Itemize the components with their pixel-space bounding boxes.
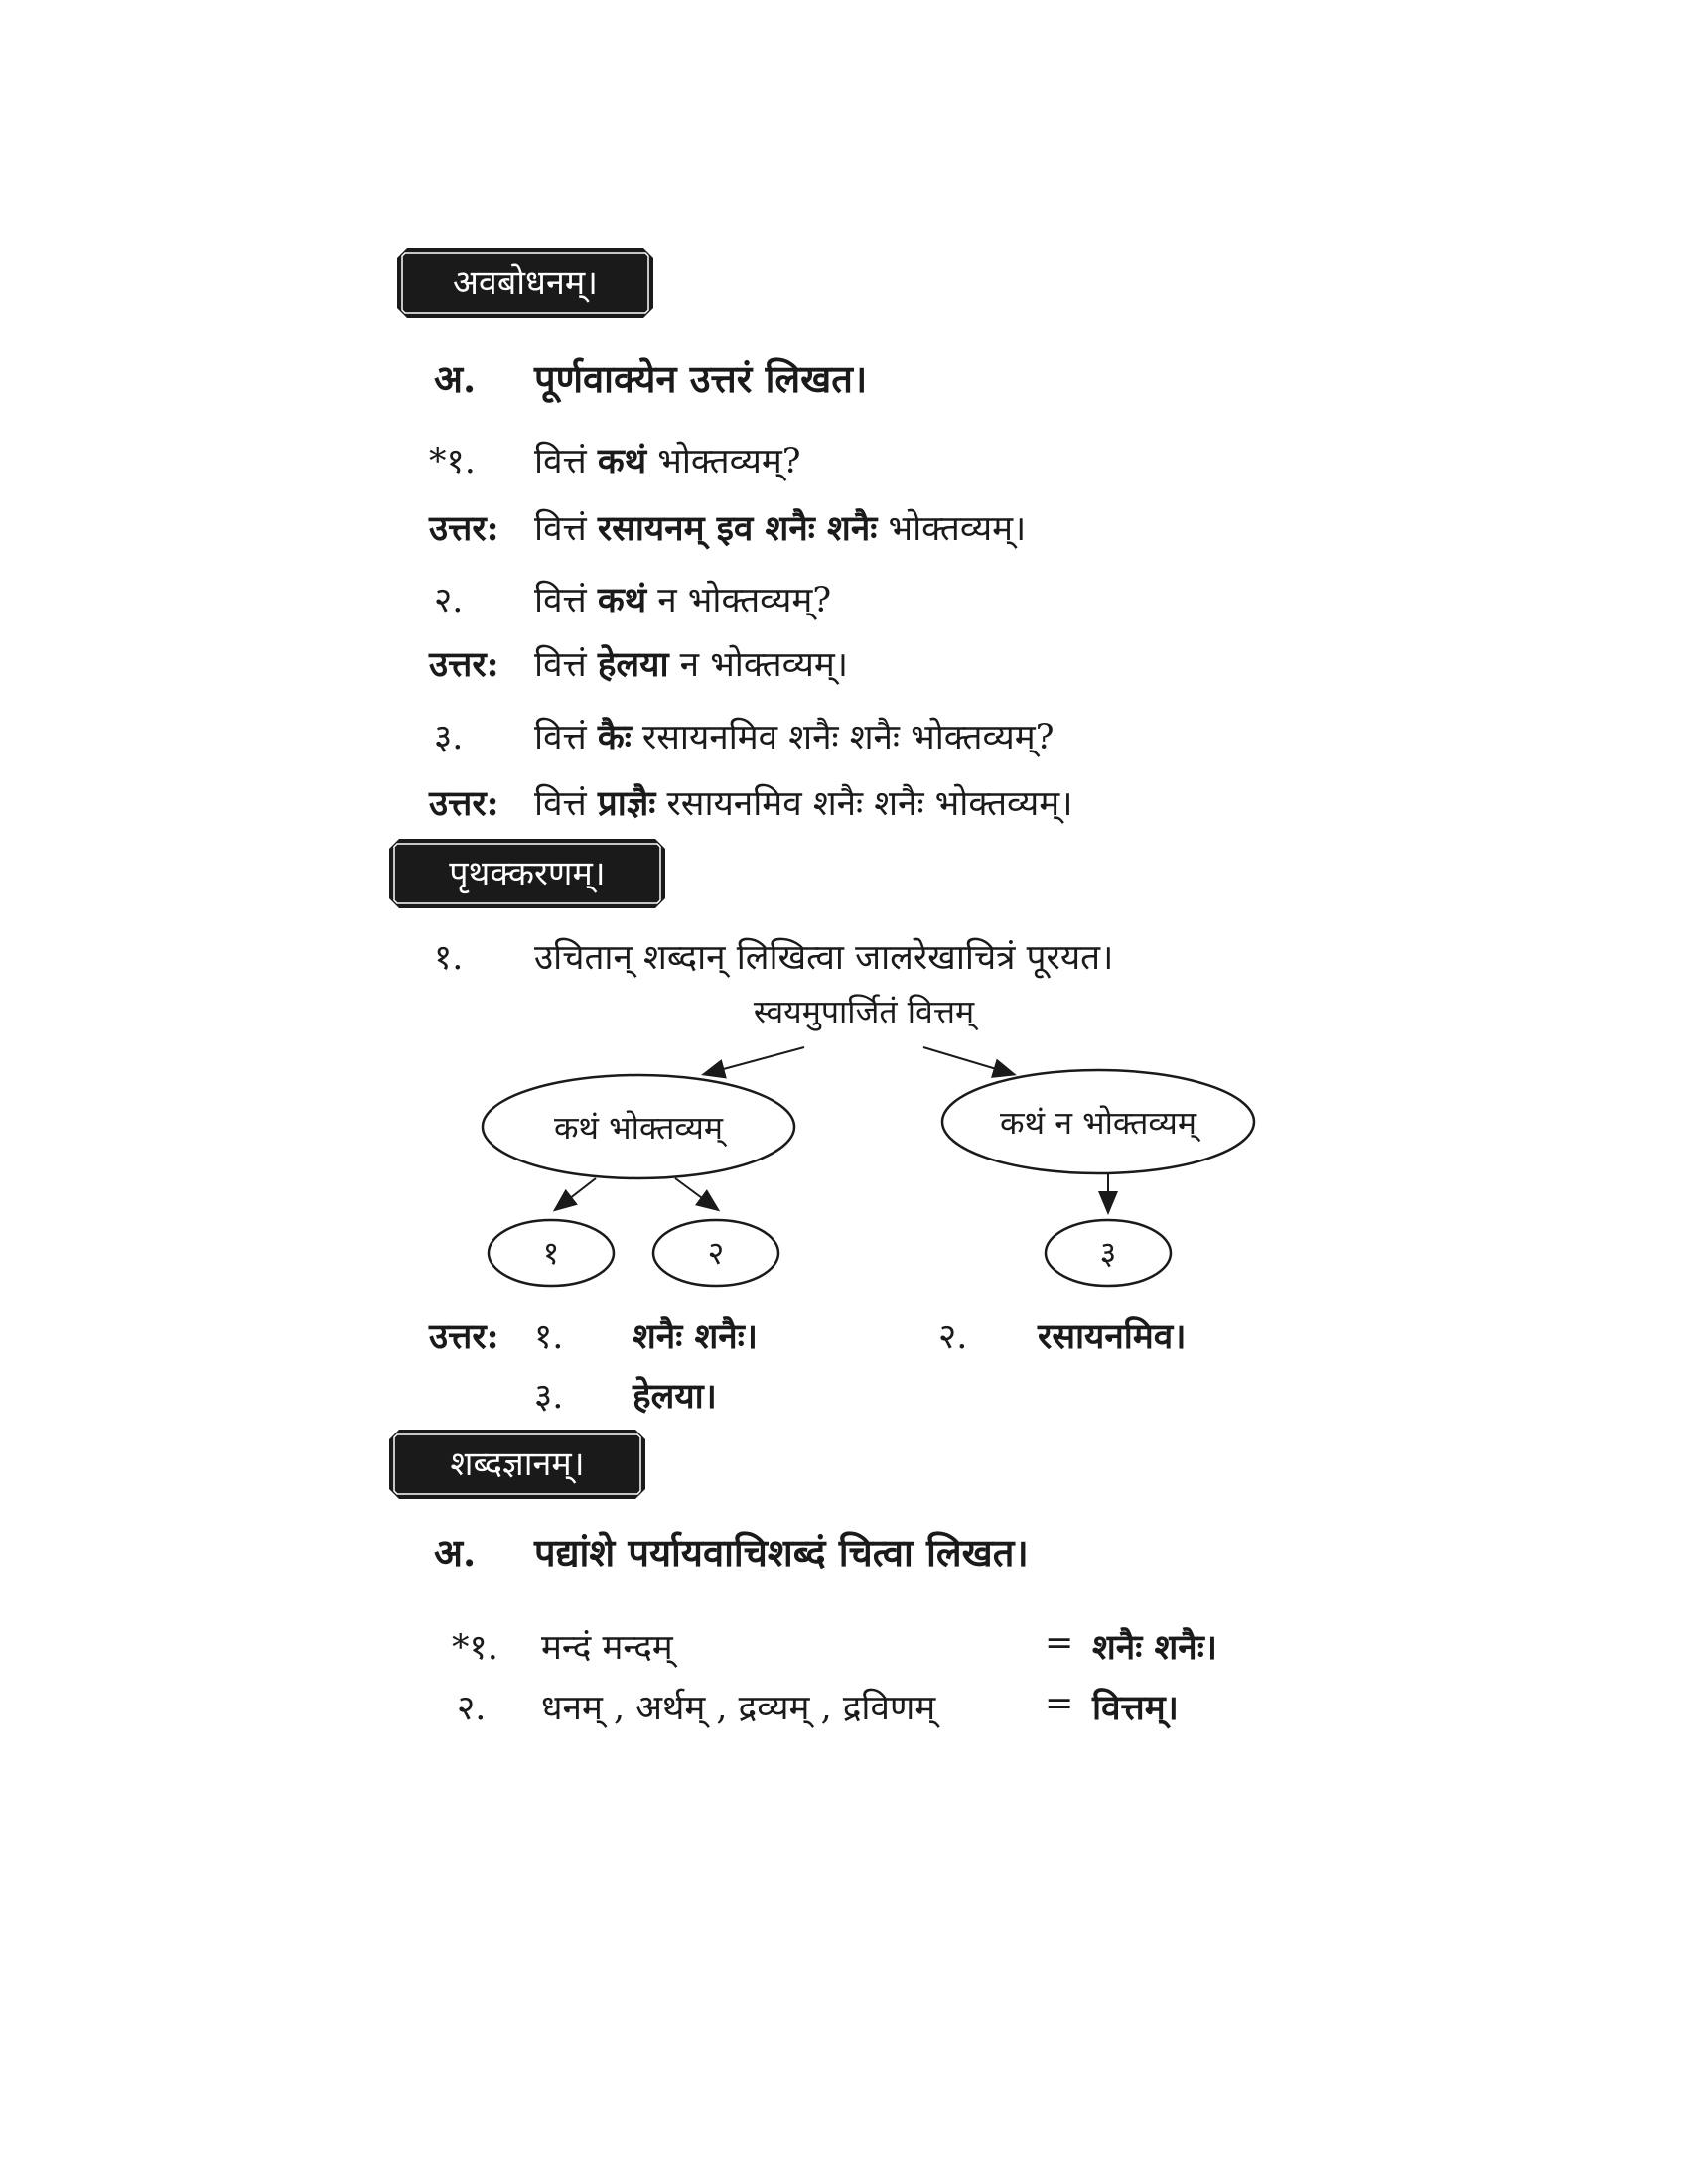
synonym-left: धनम् , अर्थम् , द्रव्यम् , द्रविणम्	[541, 1689, 936, 1728]
section-title: अवबोधनम्।	[452, 263, 599, 303]
synonym-number: २.	[457, 1689, 487, 1728]
arrow-root-right	[923, 1047, 1013, 1074]
instruction-number: १.	[434, 938, 464, 978]
arrow-root-left	[705, 1047, 804, 1074]
section-badge-shabdajnanam	[389, 1430, 645, 1499]
answer-text: वित्तं हेलया न भोक्तव्यम्।	[534, 644, 849, 685]
diagram-node-left-label: कथं भोक्तव्यम्	[553, 1109, 724, 1147]
answer-text: हेलया।	[633, 1376, 717, 1417]
diagram-node-right-label: कथं न भोक्तव्यम्	[1000, 1104, 1196, 1142]
answer-text: शनैः शनैः।	[633, 1316, 759, 1357]
answer-label: उत्तर:	[429, 1316, 499, 1357]
answer-number: ३.	[534, 1377, 564, 1417]
instruction-text: उचितान् शब्दान् लिखित्वा जालरेखाचित्रं पूरयत।	[534, 938, 1114, 978]
answer-text: वित्तं रसायनम् इव शनैः शनैः भोक्तव्यम्।	[534, 508, 1027, 549]
diagram-root: स्वयमुपार्जितं वित्तम्	[753, 993, 975, 1030]
diagram-leaf-2-label: २	[707, 1234, 725, 1272]
synonym-equals: =	[1045, 1623, 1074, 1663]
synonym-number: *१.	[452, 1628, 498, 1668]
answer-text: रसायनमिव।	[1038, 1316, 1187, 1357]
instruction-marker: अ.	[434, 1530, 477, 1574]
instruction-marker: अ.	[434, 356, 477, 401]
answer-number: २.	[938, 1317, 968, 1357]
synonym-right: वित्तम्।	[1092, 1688, 1179, 1728]
answer-label: उत्तर:	[429, 508, 499, 549]
question-number: २.	[434, 581, 464, 620]
diagram-leaf-3-label: ३	[1099, 1234, 1117, 1272]
web-diagram	[0, 983, 1688, 1400]
answer-label: उत्तर:	[429, 644, 499, 685]
section-title: शब्दज्ञानम्।	[450, 1444, 585, 1484]
section-badge-avabodhanam	[397, 248, 653, 318]
synonym-right: शनैः शनैः।	[1092, 1627, 1218, 1668]
arrow-left-leaf1	[556, 1178, 596, 1209]
question-number: ३.	[434, 718, 464, 757]
synonym-equals: =	[1045, 1684, 1074, 1723]
section-title: पृथक्करणम्।	[449, 854, 606, 893]
answer-number: १.	[534, 1317, 564, 1357]
answer-text: वित्तं प्राज्ञैः रसायनमिव शनैः शनैः भोक्तव्यम्।	[534, 783, 1073, 824]
instruction-text: पूर्णवाक्येन उत्तरं लिखत।	[534, 356, 868, 401]
question-text: वित्तं कथं भोक्तव्यम्?	[534, 441, 801, 481]
question-text: वित्तं कथं न भोक्तव्यम्?	[534, 580, 832, 620]
synonym-left: मन्दं मन्दम्	[541, 1628, 673, 1668]
diagram-leaf-1-label: १	[542, 1234, 560, 1272]
answer-label: उत्तर:	[429, 783, 499, 824]
arrow-left-leaf2	[675, 1178, 717, 1209]
instruction-text: पद्यांशे पर्यायवाचिशब्दं चित्वा लिखत।	[534, 1530, 1029, 1574]
section-badge-prithakkaranam	[389, 839, 665, 908]
question-text: वित्तं कैः रसायनमिव शनैः शनैः भोक्तव्यम्?	[534, 717, 1055, 757]
question-number: *१.	[429, 442, 476, 481]
